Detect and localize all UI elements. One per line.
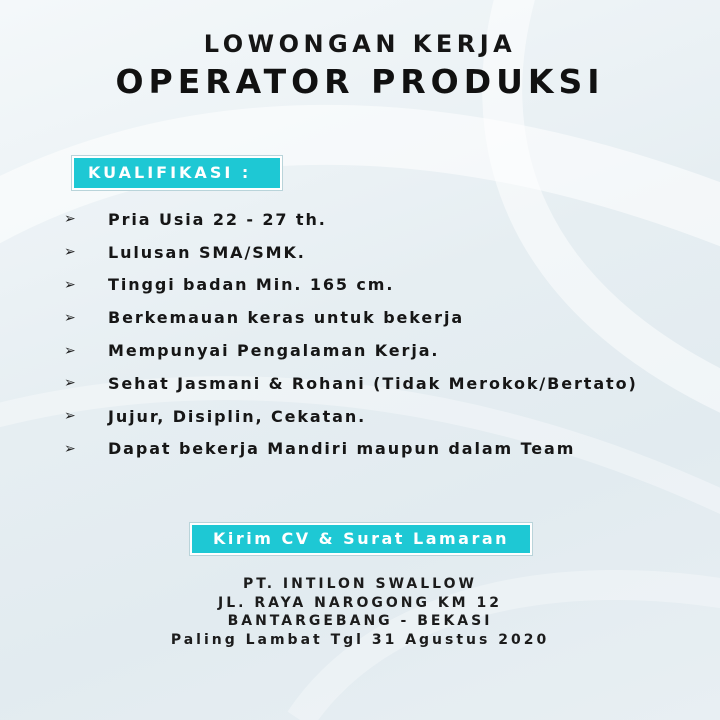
- qualification-text: Tinggi badan Min. 165 cm.: [108, 275, 395, 295]
- address-line: JL. RAYA NAROGONG KM 12: [218, 594, 502, 611]
- arrowhead-bullet-icon: ➢: [64, 342, 78, 359]
- list-item: [64, 236, 638, 269]
- qualification-text: Sehat Jasmani & Rohani (Tidak Merokok/Bertato): [108, 373, 638, 393]
- poster-heading: LOWONGAN KERJA: [203, 30, 517, 58]
- list-item: [64, 334, 638, 367]
- arrowhead-bullet-icon: ➢: [64, 244, 78, 261]
- list-item: [64, 301, 638, 334]
- company-info: [0, 575, 720, 649]
- deadline-text: Paling Lambat Tgl 31 Agustus 2020: [170, 631, 550, 648]
- qualification-text: Berkemauan keras untuk bekerja: [108, 308, 465, 328]
- arrowhead-bullet-icon: ➢: [64, 309, 78, 326]
- arrowhead-bullet-icon: ➢: [64, 375, 78, 392]
- qualification-text: Dapat bekerja Mandiri maupun dalam Team: [108, 439, 576, 459]
- address-line: BANTARGEBANG - BEKASI: [227, 613, 493, 629]
- arrowhead-bullet-icon: ➢: [64, 440, 78, 457]
- arrowhead-bullet-icon: ➢: [64, 276, 78, 293]
- qualification-list: [64, 203, 638, 465]
- qualification-badge: KUALIFIKASI :: [72, 156, 282, 190]
- qualification-text: Lulusan SMA/SMK.: [108, 242, 306, 262]
- job-title: OPERATOR PRODUKSI: [115, 62, 605, 101]
- list-item: [64, 269, 638, 302]
- qualification-text: Jujur, Disiplin, Cekatan.: [108, 406, 367, 426]
- list-item: [64, 400, 638, 433]
- arrowhead-bullet-icon: ➢: [64, 408, 78, 425]
- send-cv-badge: Kirim CV & Surat Lamaran: [190, 523, 532, 555]
- list-item: [64, 433, 638, 466]
- qualification-text: Mempunyai Pengalaman Kerja.: [108, 341, 440, 361]
- list-item: [64, 367, 638, 400]
- arrowhead-bullet-icon: ➢: [64, 211, 78, 228]
- list-item: [64, 203, 638, 236]
- qualification-text: Pria Usia 22 - 27 th.: [108, 209, 327, 229]
- company-name: PT. INTILON SWALLOW: [243, 576, 477, 592]
